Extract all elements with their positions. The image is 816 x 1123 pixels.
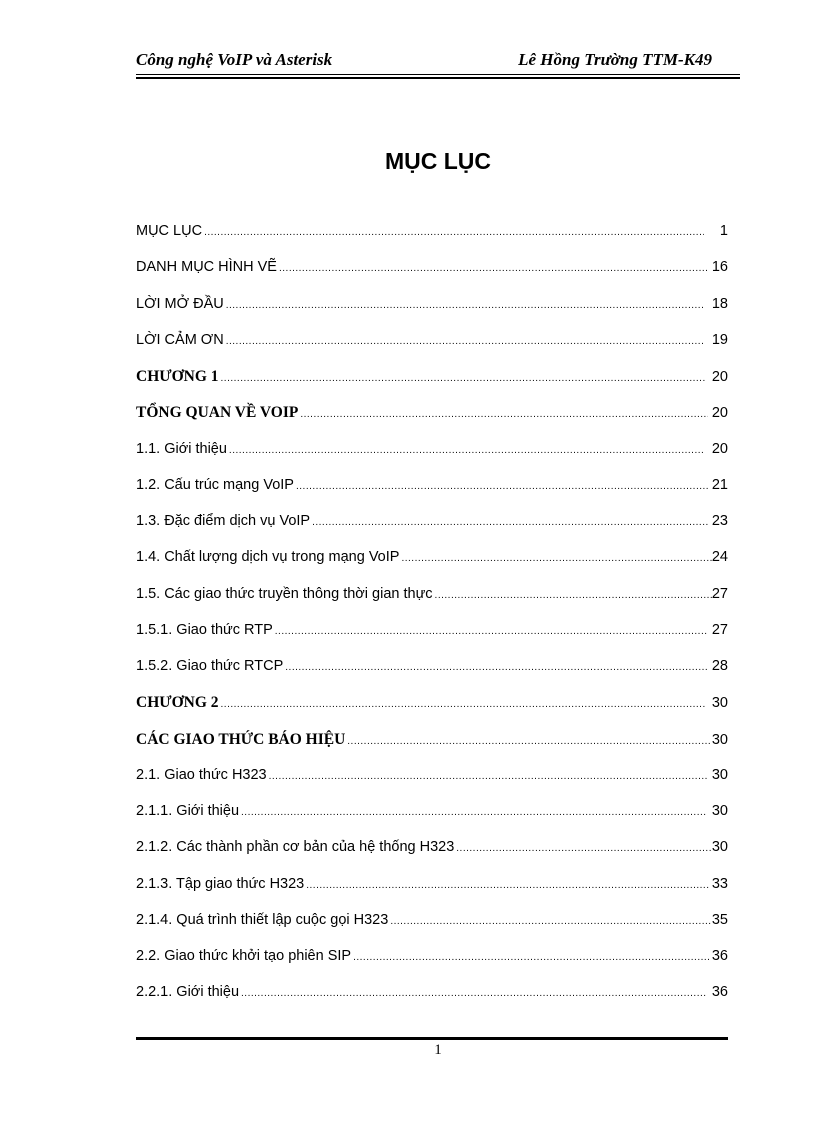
toc-dot-leader <box>285 662 707 673</box>
toc-entry-page-number: 19 <box>711 331 728 348</box>
toc-dot-leader <box>390 916 712 927</box>
toc-entry-title: 2.1.3. Tập giao thức H323 <box>136 875 305 892</box>
toc-entry[interactable] <box>136 912 728 948</box>
toc-entry-page-number: 28 <box>711 658 728 674</box>
toc-entry-page-number: 20 <box>711 369 728 385</box>
toc-entry[interactable] <box>136 694 728 730</box>
toc-dot-leader <box>226 336 705 347</box>
toc-entry[interactable] <box>136 767 728 803</box>
toc-dot-leader <box>221 373 705 384</box>
toc-entry[interactable] <box>136 731 728 767</box>
toc-entry-page-number: 20 <box>711 405 728 422</box>
toc-dot-leader <box>306 880 708 891</box>
toc-entry[interactable] <box>136 984 728 1020</box>
footer-page-number: 1 <box>434 1042 442 1058</box>
toc-entry[interactable] <box>136 223 728 259</box>
header-rule-thin <box>136 74 740 75</box>
toc-entry-title: LỜI CẢM ƠN <box>136 331 224 348</box>
toc-entry-page-number: 30 <box>711 731 728 748</box>
toc-entry[interactable] <box>136 441 728 477</box>
toc-entry[interactable] <box>136 259 728 295</box>
toc-entry-title: CHƯƠNG 1 <box>136 368 219 385</box>
toc-entry-title: 1.3. Đặc điểm dịch vụ VoIP <box>136 513 311 529</box>
toc-entry[interactable] <box>136 622 728 658</box>
toc-dot-leader <box>296 481 708 492</box>
footer-rule <box>136 1037 728 1040</box>
toc-entry[interactable] <box>136 586 728 622</box>
toc-entry-page-number: 36 <box>711 948 728 964</box>
toc-dot-leader <box>269 771 707 782</box>
toc-dot-leader <box>300 409 708 420</box>
toc-dot-leader <box>275 626 707 637</box>
toc-dot-leader <box>312 517 709 528</box>
toc-entry-page-number: 30 <box>711 766 728 783</box>
toc-entry-title: CÁC GIAO THỨC BÁO HIỆU <box>136 730 346 748</box>
toc-entry-page-number: 24 <box>711 549 728 566</box>
toc-entry[interactable] <box>136 948 728 984</box>
toc-entry[interactable] <box>136 404 728 440</box>
toc-entry-title: 2.2.1. Giới thiệu <box>136 984 240 1001</box>
toc-entry-title: DANH MỤC HÌNH VẼ <box>136 259 277 276</box>
toc-dot-leader <box>456 843 712 854</box>
toc-entry-title: 1.5. Các giao thức truyền thông thời gian thực <box>136 585 433 602</box>
toc-dot-leader <box>347 736 710 747</box>
toc-entry-title: 1.4. Chất lượng dịch vụ trong mạng VoIP <box>136 549 400 566</box>
toc-entry[interactable] <box>136 513 728 549</box>
toc-entry[interactable] <box>136 477 728 513</box>
toc-entry-title: 1.1. Giới thiệu <box>136 440 227 457</box>
toc-entry-title: TỔNG QUAN VỀ VOIP <box>136 404 299 422</box>
toc-entry-page-number: 27 <box>711 585 728 602</box>
toc-entry-title: LỜI MỞ ĐẦU <box>136 295 224 312</box>
toc-entry-title: 2.1. Giao thức H323 <box>136 766 267 783</box>
toc-entry-title: 2.1.1. Giới thiệu <box>136 803 240 819</box>
toc-entry-page-number: 30 <box>711 839 728 856</box>
toc-entry-title: 1.2. Cấu trúc mạng VoIP <box>136 476 294 493</box>
header-rule-thick <box>136 77 740 79</box>
toc-entry-page-number: 18 <box>711 295 728 312</box>
toc-entry[interactable] <box>136 839 728 875</box>
toc-entry-page-number: 21 <box>711 476 728 493</box>
header-left-text: Công nghệ VoIP và Asterisk <box>136 50 333 69</box>
toc-dot-leader <box>353 952 711 963</box>
page-title: MỤC LỤC <box>384 148 492 174</box>
toc-dot-leader <box>279 263 707 274</box>
toc-entry-page-number: 30 <box>711 803 728 819</box>
toc-dot-leader <box>241 988 706 999</box>
toc-dot-leader <box>229 445 705 456</box>
toc-entry-title: 2.1.2. Các thành phần cơ bản của hệ thống H323 <box>136 839 455 856</box>
toc-entry-title: 2.1.4. Quá trình thiết lập cuộc gọi H323 <box>136 911 389 928</box>
toc-entry-title: MỤC LỤC <box>136 223 203 239</box>
header-right-text: Lê Hồng Trường TTM-K49 <box>518 50 712 69</box>
toc-entry-page-number: 16 <box>711 259 728 276</box>
toc-entry-page-number: 20 <box>711 440 728 457</box>
toc-entry[interactable] <box>136 803 728 839</box>
toc-dot-leader <box>241 807 706 818</box>
toc-entry-title: 1.5.1. Giao thức RTP <box>136 621 273 638</box>
toc-entry-page-number: 27 <box>711 621 728 638</box>
toc-entry[interactable] <box>136 658 728 694</box>
toc-entry-page-number: 30 <box>711 695 728 712</box>
toc-dot-leader <box>221 699 705 710</box>
toc-entry-page-number: 36 <box>711 984 728 1001</box>
toc-entry-title: CHƯƠNG 2 <box>136 694 219 712</box>
toc-entry-title: 2.2. Giao thức khởi tạo phiên SIP <box>136 948 352 964</box>
toc-dot-leader <box>435 590 712 601</box>
toc-entry[interactable] <box>136 368 728 404</box>
toc-entry-page-number: 35 <box>711 911 728 928</box>
toc-entry[interactable] <box>136 876 728 912</box>
toc-entry-title: 1.5.2. Giao thức RTCP <box>136 658 284 674</box>
toc-dot-leader <box>204 227 704 238</box>
toc-dot-leader <box>226 300 705 311</box>
running-header <box>136 50 728 72</box>
toc-entry[interactable] <box>136 296 728 332</box>
toc-entry-page-number: 33 <box>711 875 728 892</box>
toc-entry-page-number: 1 <box>719 223 728 239</box>
toc-entry[interactable] <box>136 549 728 585</box>
toc-entry[interactable] <box>136 332 728 368</box>
toc-dot-leader <box>401 553 711 564</box>
toc-entry-page-number: 23 <box>711 513 728 529</box>
table-of-contents <box>136 223 728 1021</box>
